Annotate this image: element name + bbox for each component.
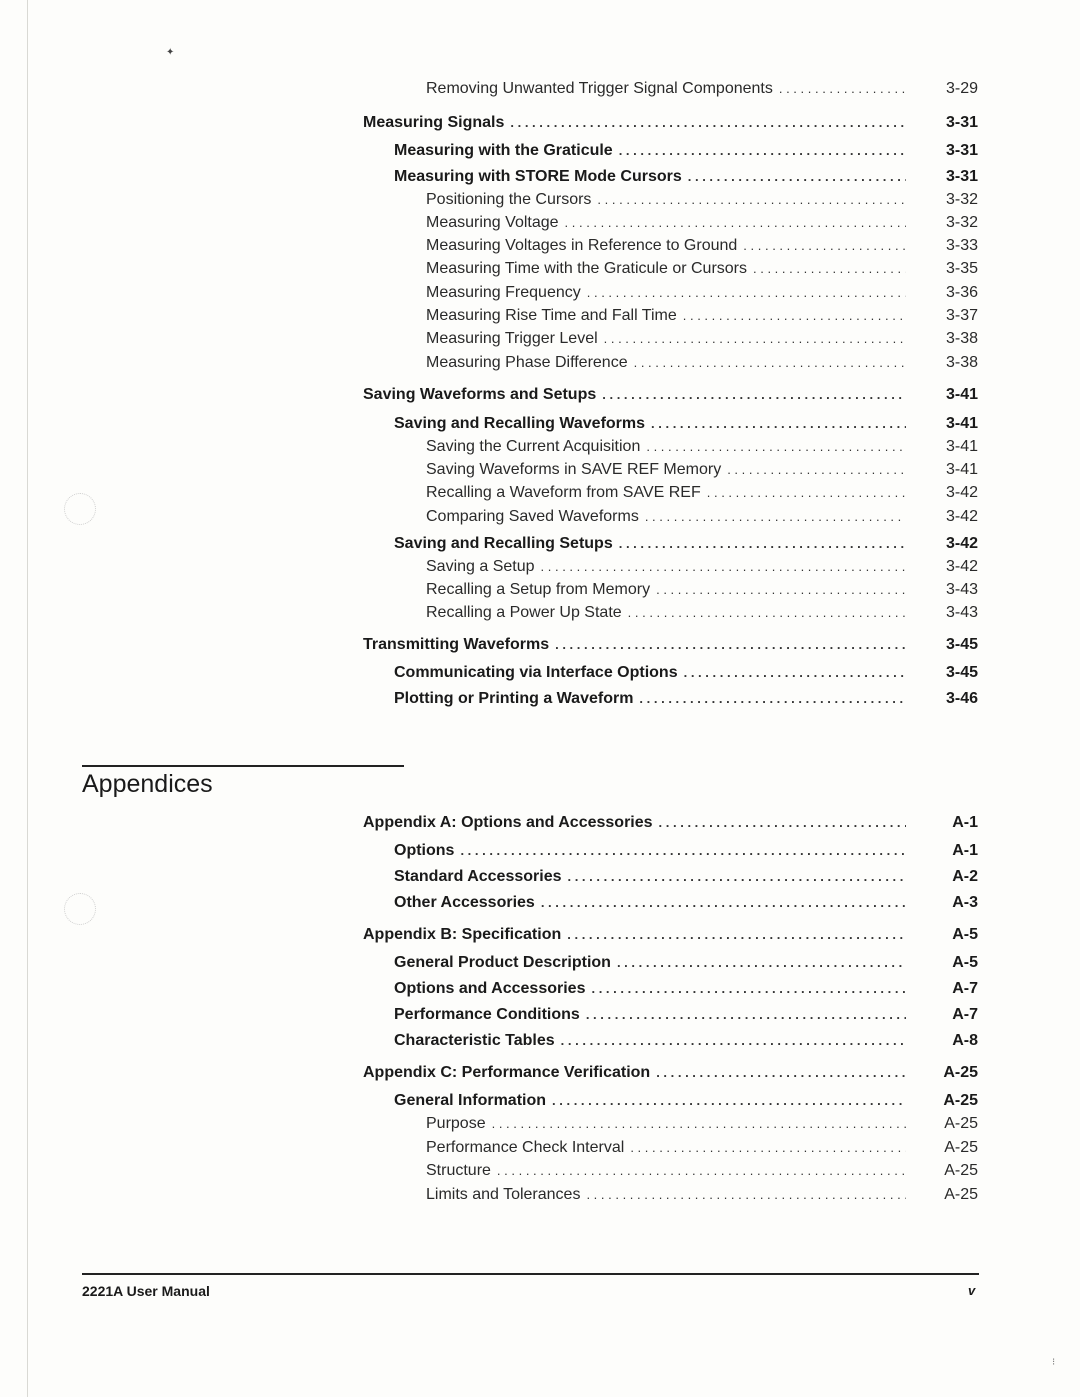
toc-entry-page: 3-45 xyxy=(945,636,978,653)
toc-entry-title: Appendix A: Options and Accessories xyxy=(363,814,653,831)
toc-entry-title: Appendix B: Specification xyxy=(363,926,562,943)
toc-entry-page: A-2 xyxy=(952,868,978,885)
toc-entry-page: 3-41 xyxy=(945,415,978,432)
toc-entry-title: Measuring Frequency xyxy=(426,284,581,301)
toc-entry-title: Measuring Voltages in Reference to Ground xyxy=(426,237,738,254)
toc-entry-page: 3-38 xyxy=(945,354,978,371)
toc-entry-page: A-25 xyxy=(944,1115,978,1132)
toc-entry-page: 3-43 xyxy=(945,604,978,621)
toc-entry-page: A-1 xyxy=(952,842,978,859)
toc-entry-page: A-25 xyxy=(944,1139,978,1156)
leader-dots xyxy=(567,927,906,942)
toc-entry-page: 3-32 xyxy=(945,191,978,208)
leader-dots xyxy=(586,1007,906,1022)
toc-entry-page: 3-31 xyxy=(945,114,978,131)
leader-dots xyxy=(656,1065,906,1080)
toc-entry[interactable] xyxy=(426,1139,978,1161)
leader-dots xyxy=(659,815,906,830)
toc-entry-page: 3-42 xyxy=(945,508,978,525)
leader-dots xyxy=(541,895,906,910)
toc-entry-title: Appendix C: Performance Verification xyxy=(363,1064,651,1081)
toc-entry-page: 3-33 xyxy=(945,237,978,254)
toc-entry-title: Measuring with STORE Mode Cursors xyxy=(394,168,682,185)
toc-entry-page: A-5 xyxy=(952,926,978,943)
toc-entry-page: 3-43 xyxy=(945,581,978,598)
toc-entry-page: A-7 xyxy=(952,980,978,997)
toc-entry-title: Other Accessories xyxy=(394,894,535,911)
toc-entry[interactable] xyxy=(394,868,978,890)
toc-entry-title: Characteristic Tables xyxy=(394,1032,555,1049)
toc-entry-title: Options and Accessories xyxy=(394,980,586,997)
toc-entry-page: 3-42 xyxy=(945,535,978,552)
toc-entry[interactable] xyxy=(394,1092,978,1114)
footer-rule xyxy=(82,1273,979,1275)
toc-entry[interactable] xyxy=(426,1115,978,1137)
scan-mark: ⁝ xyxy=(1052,1357,1056,1368)
toc-entry-page: 3-31 xyxy=(945,142,978,159)
toc-entry-page: 3-41 xyxy=(945,438,978,455)
toc-entry-page: A-7 xyxy=(952,1006,978,1023)
leader-dots xyxy=(561,1033,906,1048)
leader-dots xyxy=(591,981,906,996)
leader-dots xyxy=(630,1140,906,1155)
toc-entry-page: 3-36 xyxy=(945,284,978,301)
toc-entry-title: Measuring Voltage xyxy=(426,214,559,231)
toc-entry-page: A-25 xyxy=(943,1064,978,1081)
toc-entry-title: Saving Waveforms in SAVE REF Memory xyxy=(426,461,722,478)
toc-entry-page: A-8 xyxy=(952,1032,978,1049)
toc-entry-page: A-1 xyxy=(952,814,978,831)
toc-entry-title: Options xyxy=(394,842,455,859)
toc-entry-title: Recalling a Waveform from SAVE REF xyxy=(426,484,701,501)
toc-entry-title: Performance Conditions xyxy=(394,1006,580,1023)
toc-entry-title: Plotting or Printing a Waveform xyxy=(394,690,634,707)
toc-entry-page: A-25 xyxy=(944,1186,978,1203)
toc-entry[interactable] xyxy=(394,894,978,916)
toc-entry-title: General Product Description xyxy=(394,954,611,971)
toc-entry[interactable] xyxy=(394,954,978,976)
toc-entry-page: 3-29 xyxy=(945,80,978,97)
toc-entry-title: Measuring Time with the Graticule or Cursors xyxy=(426,260,747,277)
leader-dots xyxy=(460,843,906,858)
toc-entry-title: Removing Unwanted Trigger Signal Components xyxy=(426,80,773,97)
toc-entry-page: 3-32 xyxy=(945,214,978,231)
toc-entry[interactable] xyxy=(363,926,978,948)
toc-entry-page: A-25 xyxy=(943,1092,978,1109)
toc-entry[interactable] xyxy=(363,814,978,836)
toc-entry-page: A-3 xyxy=(952,894,978,911)
toc-entry-title: Saving and Recalling Waveforms xyxy=(394,415,646,432)
toc-entry[interactable] xyxy=(394,1006,978,1028)
toc-entry-title: Comparing Saved Waveforms xyxy=(426,508,639,525)
toc-entry[interactable] xyxy=(426,1186,978,1208)
toc-entry-page: 3-42 xyxy=(945,484,978,501)
toc-entry-page: 3-38 xyxy=(945,330,978,347)
footer-manual-title: 2221A User Manual xyxy=(82,1283,210,1299)
footer-page-number: v xyxy=(968,1283,976,1298)
leader-dots xyxy=(617,955,906,970)
leader-dots xyxy=(586,1187,906,1202)
toc-entry-page: 3-31 xyxy=(945,168,978,185)
toc-entry-title: Communicating via Interface Options xyxy=(394,664,678,681)
toc-entry-title: Saving and Recalling Setups xyxy=(394,535,613,552)
toc-entry-page: 3-37 xyxy=(945,307,978,324)
toc-entry-page: 3-41 xyxy=(945,461,978,478)
toc-entry[interactable] xyxy=(363,1064,978,1086)
toc-entry[interactable] xyxy=(394,1032,978,1054)
leader-dots xyxy=(567,869,906,884)
leader-dots xyxy=(552,1093,906,1108)
leader-dots xyxy=(497,1163,906,1178)
toc-entry[interactable] xyxy=(426,1162,978,1184)
toc-entry-title: Measuring Phase Difference xyxy=(426,354,628,371)
toc-entry-title: Limits and Tolerances xyxy=(426,1186,581,1203)
toc-entry-title: Recalling a Power Up State xyxy=(426,604,622,621)
toc-entry-page: A-25 xyxy=(944,1162,978,1179)
toc-entry-page: 3-42 xyxy=(945,558,978,575)
scan-speck: ✦ xyxy=(166,47,175,58)
toc-entry-page: 3-41 xyxy=(945,386,978,403)
toc-entry-page: A-5 xyxy=(952,954,978,971)
toc-entry-title: Recalling a Setup from Memory xyxy=(426,581,651,598)
toc-entry-title: Purpose xyxy=(426,1115,486,1132)
toc-entry-title: General Information xyxy=(394,1092,547,1109)
toc-entry-title: Saving Waveforms and Setups xyxy=(363,386,597,403)
toc-entry-title: Transmitting Waveforms xyxy=(363,636,550,653)
toc-entry-title: Measuring Rise Time and Fall Time xyxy=(426,307,677,324)
toc-entry-title: Measuring Signals xyxy=(363,114,505,131)
toc-entry-page: 3-46 xyxy=(945,690,978,707)
leader-dots xyxy=(492,1116,906,1131)
toc-entry-title: Positioning the Cursors xyxy=(426,191,592,208)
toc-entry-title: Saving a Setup xyxy=(426,558,535,575)
toc-entry-title: Standard Accessories xyxy=(394,868,562,885)
toc-entry[interactable] xyxy=(394,980,978,1002)
toc-entry-page: 3-35 xyxy=(945,260,978,277)
toc-entry-title: Saving the Current Acquisition xyxy=(426,438,641,455)
toc-entry-title: Measuring Trigger Level xyxy=(426,330,598,347)
toc-entry-page: 3-45 xyxy=(945,664,978,681)
toc-entry-title: Performance Check Interval xyxy=(426,1139,625,1156)
toc-entry[interactable] xyxy=(394,842,978,864)
toc-entry-title: Measuring with the Graticule xyxy=(394,142,613,159)
section-title: Appendices xyxy=(82,770,213,798)
toc-entry-title: Structure xyxy=(426,1162,491,1179)
